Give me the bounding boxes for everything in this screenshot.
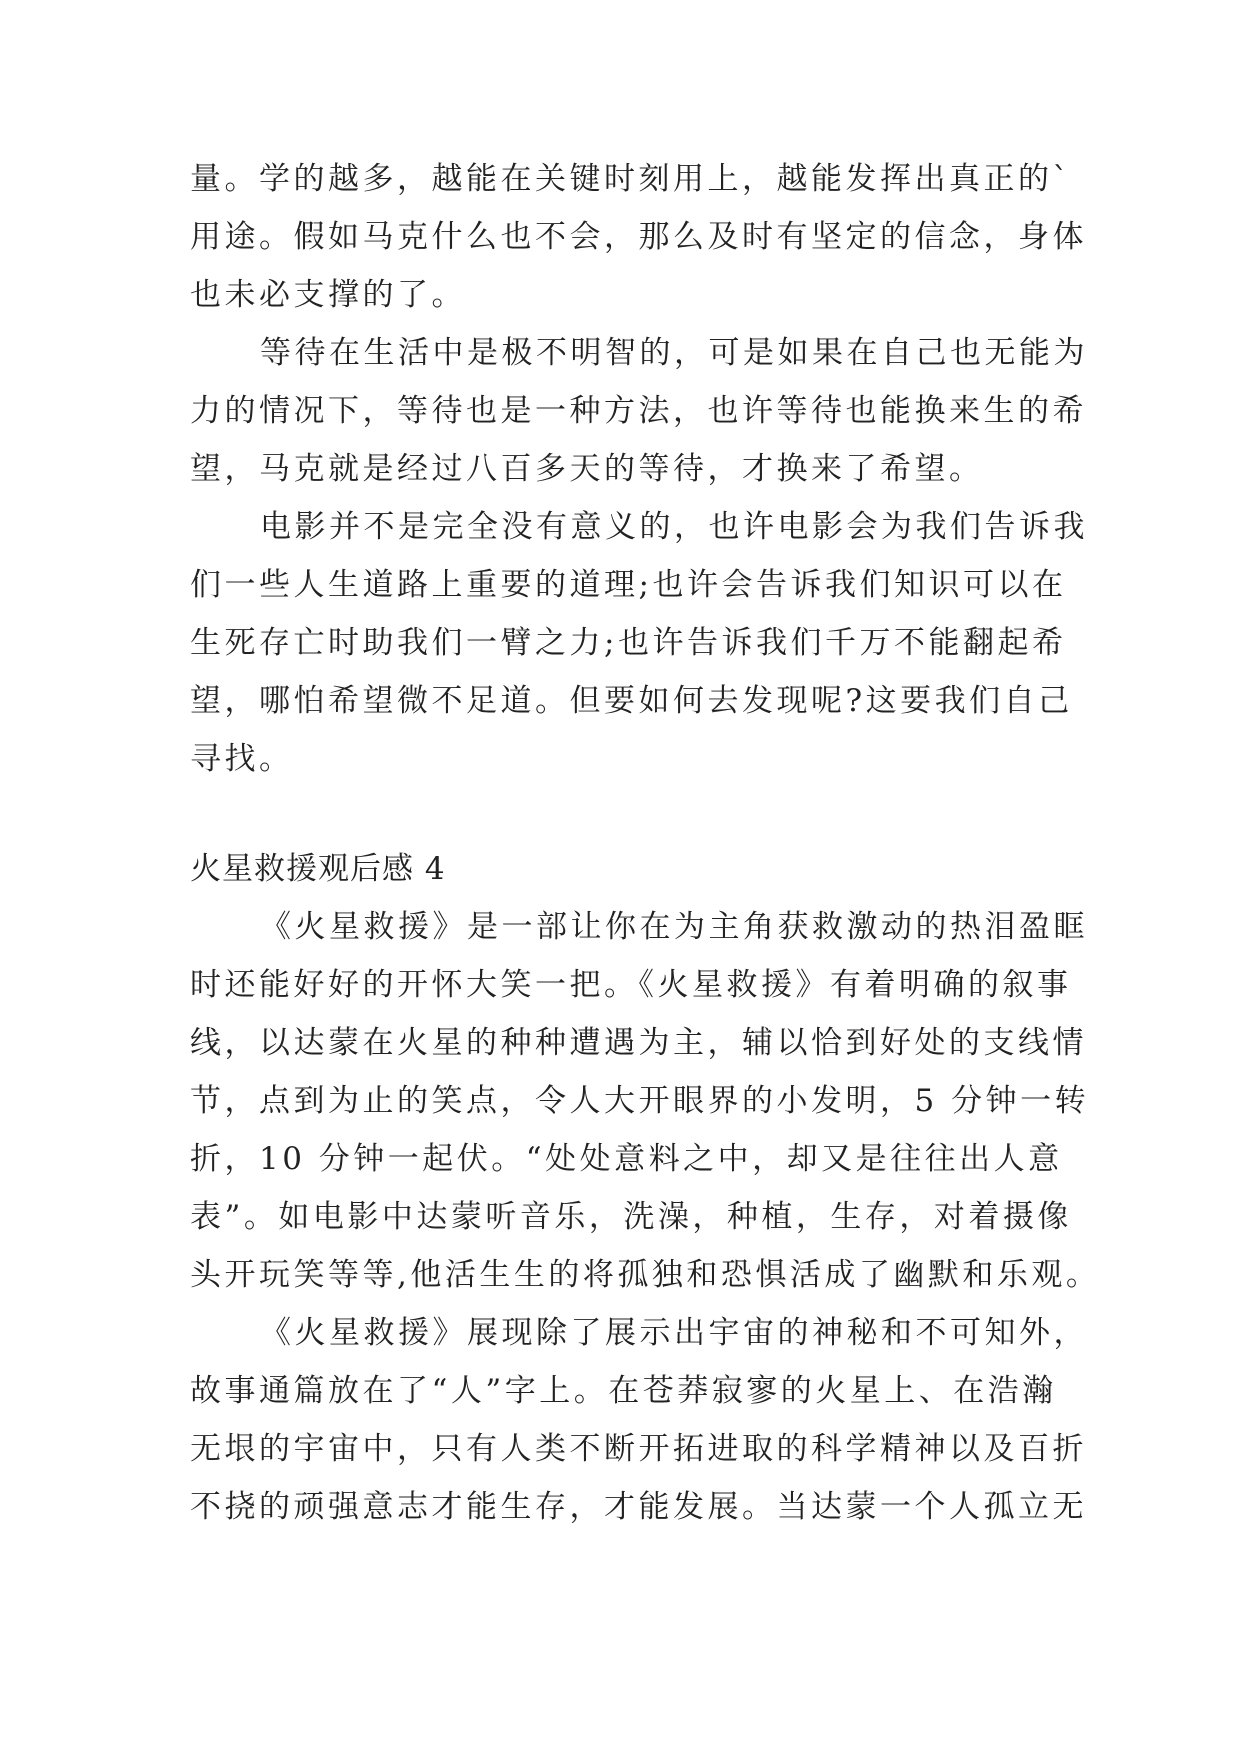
text-line: 生死存亡时助我们一臂之力;也许告诉我们千万不能翻起希	[190, 625, 1067, 661]
text-line: 《火星救援》展现除了展示出宇宙的神秘和不可知外，	[260, 1315, 1088, 1351]
text-line: 们一些人生道路上重要的道理;也许会告诉我们知识可以在	[190, 567, 1067, 603]
section-spacer	[190, 788, 1050, 840]
paragraph	[190, 498, 1088, 788]
text-line: 故事通篇放在了“人”字上。在苍莽寂寥的火星上、在浩瀚	[190, 1373, 1057, 1409]
paragraph	[190, 1304, 1088, 1536]
text-line: 望，哪怕希望微不足道。但要如何去发现呢?这要我们自己	[190, 683, 1073, 719]
paragraph	[190, 324, 1088, 498]
document-body	[190, 150, 1101, 1536]
text-line: 等待在生活中是极不明智的，可是如果在自己也无能为	[260, 335, 1088, 371]
text-line: 《火星救援》是一部让你在为主角获救激动的热泪盈眶	[260, 909, 1088, 945]
text-line: 电影并不是完全没有意义的，也许电影会为我们告诉我	[260, 509, 1088, 545]
paragraph	[190, 898, 1101, 1304]
text-line: 节，点到为止的笑点，令人大开眼界的小发明，5 分钟一转	[190, 1083, 1090, 1119]
text-line: 无垠的宇宙中，只有人类不断开拓进取的科学精神以及百折	[190, 1431, 1087, 1467]
text-line: 力的情况下，等待也是一种方法，也许等待也能换来生的希	[190, 393, 1087, 429]
paragraph	[190, 150, 1087, 324]
text-line: 时还能好好的开怀大笑一把。《火星救援》有着明确的叙事	[190, 967, 1072, 1003]
text-line: 线，以达蒙在火星的种种遭遇为主，辅以恰到好处的支线情	[190, 1025, 1087, 1061]
text-line: 不挠的顽强意志才能生存，才能发展。当达蒙一个人孤立无	[190, 1489, 1087, 1525]
text-line: 表”。如电影中达蒙听音乐，洗澡，种植，生存，对着摄像	[190, 1199, 1072, 1235]
text-line: 也未必支撑的了。	[190, 277, 466, 313]
text-line: 寻找。	[190, 741, 294, 777]
text-line: 头开玩笑等等,他活生生的将孤独和恐惧活成了幽默和乐观。	[190, 1257, 1101, 1293]
text-line: 量。学的越多，越能在关键时刻用上，越能发挥出真正的`	[190, 161, 1072, 197]
text-line: 折，10 分钟一起伏。“处处意料之中，却又是往往出人意	[190, 1141, 1063, 1177]
section-title: 火星救援观后感 4	[190, 851, 446, 887]
text-line: 用途。假如马克什么也不会，那么及时有坚定的信念，身体	[190, 219, 1087, 255]
text-line: 望，马克就是经过八百多天的等待，才换来了希望。	[190, 451, 984, 487]
